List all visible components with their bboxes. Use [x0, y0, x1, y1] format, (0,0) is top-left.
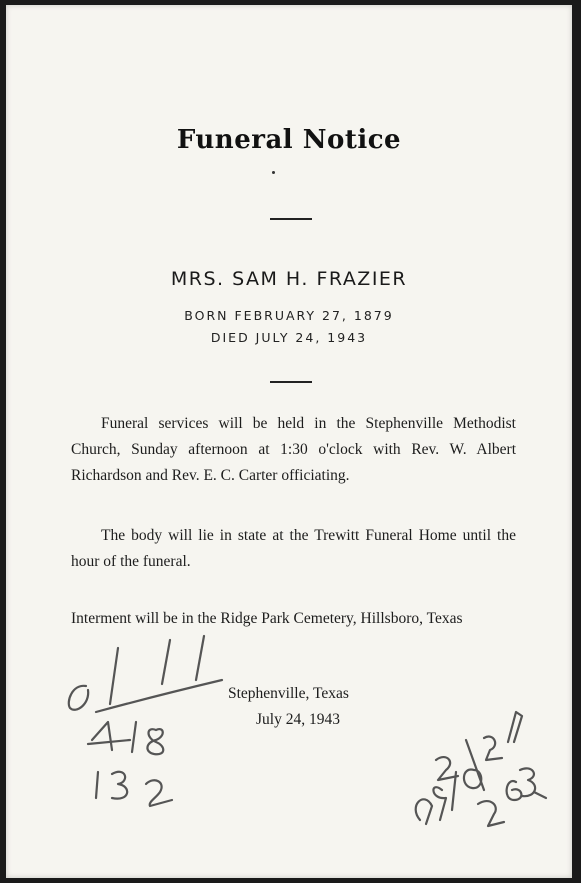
birth-date: BORN FEBRUARY 27, 1879: [184, 308, 394, 323]
interment-paragraph: Interment will be in the Ridge Park Cemetery, Hillsboro, Texas: [71, 610, 463, 627]
place-line: Stephenville, Texas: [228, 685, 349, 702]
handwritten-right-note: [416, 712, 546, 826]
death-date: DIED JULY 24, 1943: [210, 330, 368, 345]
services-paragraph: Funeral services will be held in the Stephenville Methodist Church, Sunday afternoon at 1:30 o'clock with Rev. W. Albert Richardson and Rev. E. C. Carter officiating.: [71, 415, 516, 484]
lying-in-state-paragraph: The body will lie in state at the Trewitt Funeral Home until the hour of the funeral.: [71, 527, 516, 570]
handwritten-left-note: [69, 636, 222, 806]
notice-title: Funeral Notice: [176, 125, 402, 155]
deceased-name: MRS. SAM H. FRAZIER: [170, 268, 408, 290]
date-line: July 24, 1943: [256, 711, 340, 728]
